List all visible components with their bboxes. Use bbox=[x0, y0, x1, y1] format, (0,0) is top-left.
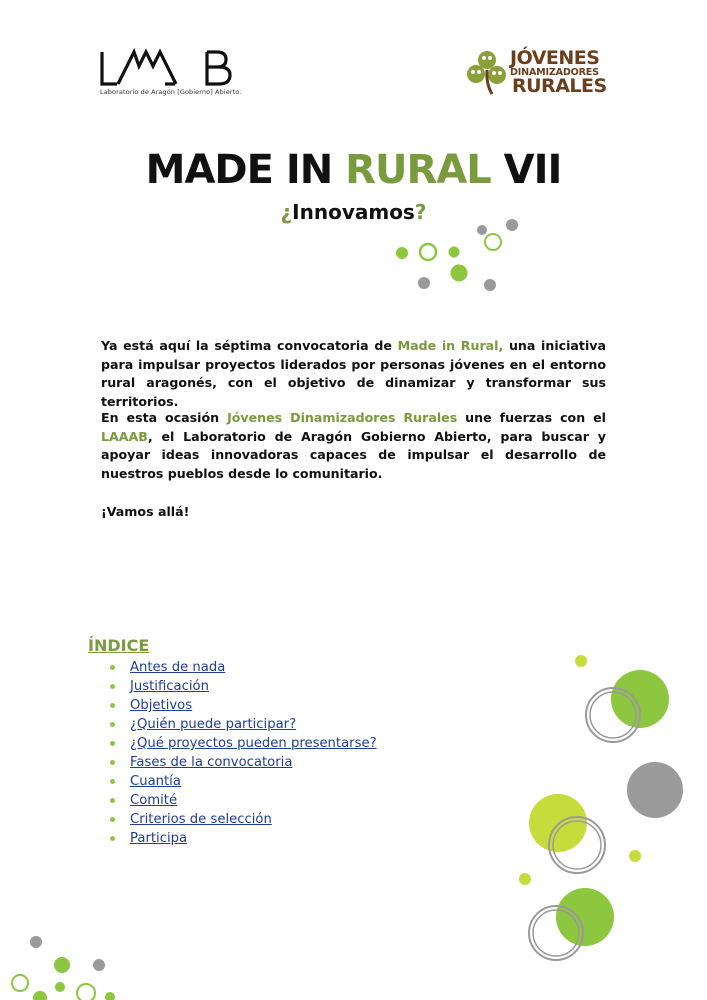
decorative-dots-top bbox=[390, 212, 530, 302]
index-link-objetivos[interactable]: Objetivos bbox=[130, 698, 193, 713]
index-link-antes-de-nada[interactable]: Antes de nada bbox=[130, 660, 226, 675]
laaab-tagline: Laboratorio de Aragón [Gobierno] Abierto. bbox=[100, 88, 242, 96]
index-item bbox=[110, 658, 377, 677]
index-item bbox=[110, 772, 377, 791]
subtitle-open: ¿ bbox=[280, 200, 293, 224]
page-title bbox=[0, 147, 707, 193]
index-link-que-proyectos[interactable]: ¿Qué proyectos pueden presentarse? bbox=[130, 736, 377, 751]
p1-text-b: una iniciativa para impulsar proyectos liderados por personas jóvenes en el entorno rural aragonés, con el objetivo de dinamizar y transformar sus territorios. bbox=[101, 338, 606, 409]
index-link-quien-puede-participar[interactable]: ¿Quién puede participar? bbox=[130, 717, 297, 732]
jdr-logo-line1: JÓVENES bbox=[510, 47, 600, 69]
p2-highlight-jdr: Jóvenes Dinamizadores Rurales bbox=[227, 410, 458, 425]
intro-paragraph-1 bbox=[101, 337, 606, 411]
intro-paragraph-2 bbox=[101, 409, 606, 483]
p2-text-a: En esta ocasión bbox=[101, 410, 228, 425]
index-link-comite[interactable]: Comité bbox=[130, 793, 178, 808]
index-item bbox=[110, 810, 377, 829]
page-subtitle bbox=[0, 200, 707, 224]
title-part3: VII bbox=[490, 147, 562, 193]
p2-text-b: une fuerzas con el bbox=[457, 410, 606, 425]
title-part2: RURAL bbox=[345, 147, 491, 193]
decorative-dots-bottom bbox=[0, 925, 140, 1000]
index-link-fases[interactable]: Fases de la convocatoria bbox=[130, 755, 293, 770]
index-item bbox=[110, 791, 377, 810]
decorative-circles-right bbox=[505, 645, 707, 975]
intro-paragraph-3: ¡Vamos allá! bbox=[101, 504, 190, 519]
p1-text-a: Ya está aquí la séptima convocatoria de bbox=[101, 338, 398, 353]
p1-highlight: Made in Rural, bbox=[397, 338, 504, 353]
jdr-logo-line2: DINAMIZADORES bbox=[510, 67, 599, 78]
subtitle-close: ? bbox=[414, 200, 427, 224]
index-item bbox=[110, 677, 377, 696]
index-link-participa[interactable]: Participa bbox=[130, 831, 188, 846]
subtitle-text: Innovamos bbox=[292, 200, 415, 224]
index-item bbox=[110, 734, 377, 753]
index-item bbox=[110, 753, 377, 772]
title-part1: MADE IN bbox=[145, 147, 346, 193]
p2-text-c: , el Laboratorio de Aragón Gobierno Abierto, para buscar y apoyar ideas innovadoras capaces de impulsar el desarrollo de nuestros pueblos desde lo comunitario. bbox=[101, 428, 606, 481]
index-item bbox=[110, 829, 377, 848]
index-link-justificacion[interactable]: Justificación bbox=[130, 679, 209, 694]
index-title: ÍNDICE bbox=[88, 636, 150, 655]
jdr-logo-line3: RURALES bbox=[512, 75, 607, 97]
index-link-cuantia[interactable]: Cuantía bbox=[130, 774, 181, 789]
index-link-criterios[interactable]: Criterios de selección bbox=[130, 812, 272, 827]
p2-highlight-laaab: LAAAB bbox=[101, 428, 148, 444]
index-list bbox=[110, 658, 377, 848]
index-item bbox=[110, 696, 377, 715]
index-item bbox=[110, 715, 377, 734]
